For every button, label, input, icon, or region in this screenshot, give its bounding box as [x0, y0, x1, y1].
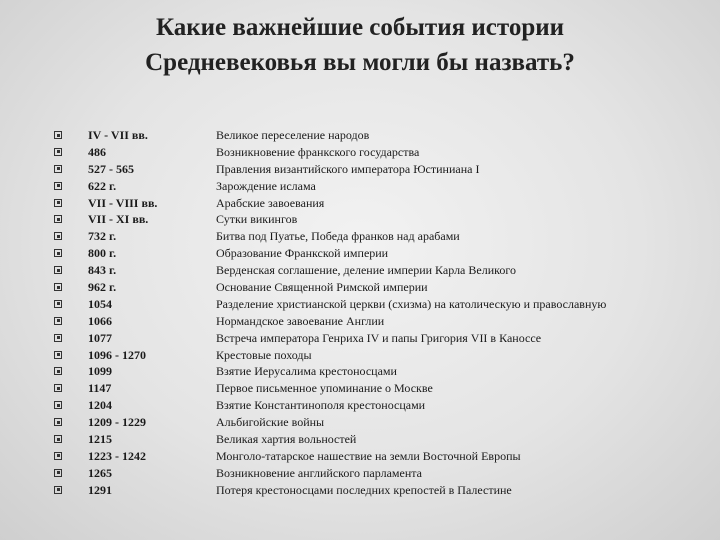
square-bullet-icon: [54, 182, 62, 190]
square-bullet-icon: [54, 266, 62, 274]
square-bullet-icon: [54, 401, 62, 409]
list-item: [54, 414, 694, 431]
square-bullet-icon: [54, 452, 62, 460]
list-item: [54, 178, 694, 195]
list-item: [54, 397, 694, 414]
list-item: [54, 279, 694, 296]
event-date: 1066: [88, 313, 112, 328]
square-bullet-icon: [54, 418, 62, 426]
list-item: [54, 127, 694, 144]
square-bullet-icon: [54, 469, 62, 477]
list-item: [54, 245, 694, 262]
event-date: 1291: [88, 482, 112, 497]
list-item: [54, 195, 694, 212]
list-item: [54, 211, 694, 228]
event-description: Верденская соглашение, деление империи Карла Великого: [216, 263, 516, 278]
square-bullet-icon: [54, 232, 62, 240]
event-date: 732 г.: [88, 229, 117, 244]
list-item: [54, 465, 694, 482]
event-description: Монголо-татарское нашествие на земли Восточной Европы: [216, 448, 521, 463]
event-date: 527 - 565: [88, 161, 134, 176]
events-list: [54, 127, 694, 499]
event-description: Взятие Иерусалима крестоносцами: [216, 364, 397, 379]
event-date: VII - XI вв.: [88, 212, 149, 227]
event-description: Основание Священной Римской империи: [216, 280, 428, 295]
list-item: [54, 347, 694, 364]
event-description: Образование Франкской империи: [216, 246, 389, 261]
square-bullet-icon: [54, 199, 62, 207]
event-date: 1096 - 1270: [88, 347, 146, 362]
square-bullet-icon: [54, 351, 62, 359]
event-date: 486: [88, 144, 106, 159]
event-description: Великая хартия вольностей: [216, 432, 357, 447]
list-item: [54, 262, 694, 279]
square-bullet-icon: [54, 249, 62, 257]
list-item: [54, 431, 694, 448]
event-description: Нормандское завоевание Англии: [216, 313, 385, 328]
event-date: 1215: [88, 432, 112, 447]
list-item: [54, 313, 694, 330]
event-date: VII - VIII вв.: [88, 195, 158, 210]
square-bullet-icon: [54, 334, 62, 342]
event-date: 1054: [88, 296, 112, 311]
event-date: 1099: [88, 364, 112, 379]
event-description: Сутки викингов: [216, 212, 298, 227]
event-date: 800 г.: [88, 246, 117, 261]
square-bullet-icon: [54, 435, 62, 443]
square-bullet-icon: [54, 215, 62, 223]
event-date: 843 г.: [88, 263, 117, 278]
list-item: [54, 228, 694, 245]
list-item: [54, 330, 694, 347]
event-description: Правления византийского императора Юстиниана I: [216, 161, 480, 176]
event-date: 1209 - 1229: [88, 415, 146, 430]
event-description: Разделение христианской церкви (схизма) на католическую и православную: [216, 296, 607, 311]
event-description: Арабские завоевания: [216, 195, 325, 210]
event-description: Потеря крестоносцами последних крепостей в Палестине: [216, 482, 512, 497]
event-description: Зарождение ислама: [216, 178, 316, 193]
title-line-2: Средневековья вы могли бы назвать?: [145, 49, 575, 76]
square-bullet-icon: [54, 300, 62, 308]
event-date: 1147: [88, 381, 112, 396]
list-item: [54, 448, 694, 465]
list-item: [54, 380, 694, 397]
event-date: 1204: [88, 398, 112, 413]
event-description: Крестовые походы: [216, 347, 312, 362]
square-bullet-icon: [54, 367, 62, 375]
square-bullet-icon: [54, 148, 62, 156]
event-description: Возникновение английского парламента: [216, 465, 422, 480]
square-bullet-icon: [54, 131, 62, 139]
slide-title: [60, 10, 660, 80]
square-bullet-icon: [54, 283, 62, 291]
square-bullet-icon: [54, 486, 62, 494]
event-description: Возникновение франкского государства: [216, 144, 420, 159]
event-description: Взятие Константинополя крестоносцами: [216, 398, 426, 413]
event-description: Великое переселение народов: [216, 128, 370, 142]
event-date: 1077: [88, 330, 112, 345]
square-bullet-icon: [54, 165, 62, 173]
event-date: 1265: [88, 465, 112, 480]
list-item: [54, 482, 694, 499]
list-item: [54, 363, 694, 380]
event-date: 622 г.: [88, 178, 117, 193]
event-description: Альбигойские войны: [216, 415, 325, 430]
event-description: Встреча императора Генриха IV и папы Григория VII в Каноссе: [216, 330, 542, 345]
event-date: IV - VII вв.: [88, 128, 148, 142]
list-item: [54, 144, 694, 161]
square-bullet-icon: [54, 317, 62, 325]
event-date: 962 г.: [88, 280, 117, 295]
list-item: [54, 161, 694, 178]
list-item: [54, 296, 694, 313]
event-date: 1223 - 1242: [88, 448, 146, 463]
title-line-1: Какие важнейшие события истории: [155, 14, 565, 41]
event-description: Битва под Пуатье, Победа франков над арабами: [216, 229, 460, 244]
square-bullet-icon: [54, 384, 62, 392]
event-description: Первое письменное упоминание о Москве: [216, 381, 433, 396]
